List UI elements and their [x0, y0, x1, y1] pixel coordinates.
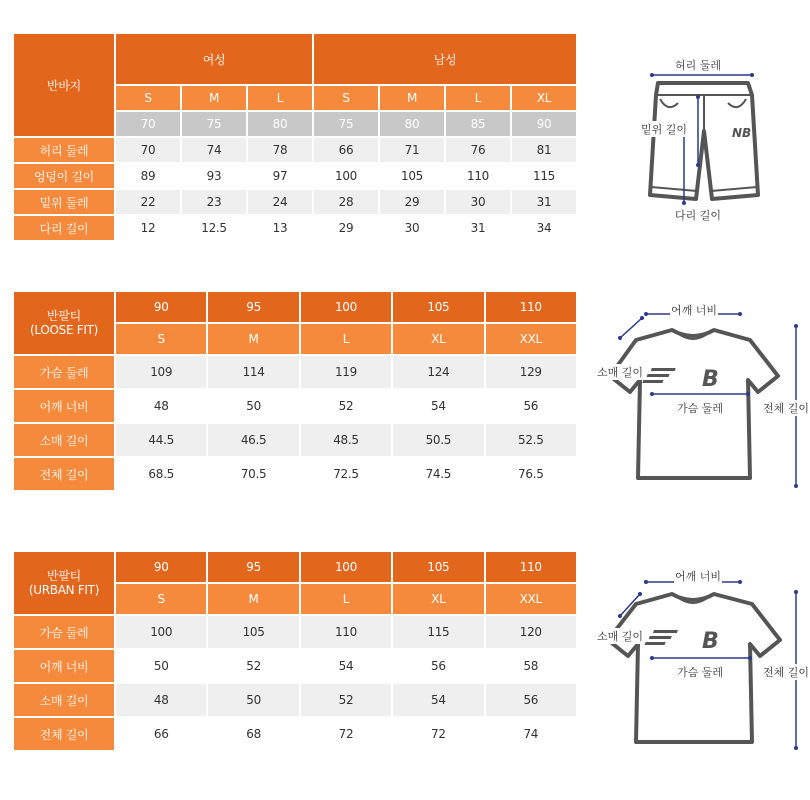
row-label: 전체 길이 [14, 458, 114, 490]
size-number: 80 [248, 112, 312, 136]
table-cell: 52 [301, 684, 391, 716]
table-cell: 105 [208, 616, 298, 648]
row-label: 엉덩이 길이 [14, 164, 114, 188]
size-cell: L [301, 584, 391, 614]
tshirt-illustration [590, 564, 800, 754]
shorts-size-table [12, 32, 578, 242]
leg-label: 다리 길이 [675, 209, 722, 222]
table-cell: 100 [314, 164, 378, 188]
size-cell: S [116, 324, 206, 354]
row-label: 가슴 둘레 [14, 356, 114, 388]
table-cell: 56 [393, 650, 483, 682]
svg-text:NB: NB [732, 126, 752, 140]
size-number: 105 [393, 292, 483, 322]
size-cell: XXL [486, 584, 576, 614]
size-cell: XXL [486, 324, 576, 354]
table-cell: 23 [182, 190, 246, 214]
table-cell: 97 [248, 164, 312, 188]
table-cell: 89 [116, 164, 180, 188]
table-cell: 68 [208, 718, 298, 750]
table-cell: 12.5 [182, 216, 246, 240]
row-label: 밑위 둘레 [14, 190, 114, 214]
table-cell: 66 [116, 718, 206, 750]
tshirt-illustration [590, 296, 800, 496]
shorts-illustration [620, 55, 790, 230]
row-label: 전체 길이 [14, 718, 114, 750]
urban-fit-size-table [12, 550, 578, 752]
table-row [14, 164, 576, 188]
table-cell: 24 [248, 190, 312, 214]
size-number: 75 [182, 112, 246, 136]
urban-tee-diagram [590, 564, 810, 754]
table-cell: 72 [301, 718, 391, 750]
table-cell: 30 [380, 216, 444, 240]
shoulder-label: 어깨 너비 [675, 570, 722, 583]
table-cell: 100 [116, 616, 206, 648]
table-cell: 58 [486, 650, 576, 682]
table-cell: 115 [512, 164, 576, 188]
table-row [14, 390, 576, 422]
table-row [14, 650, 576, 682]
table-cell: 74 [486, 718, 576, 750]
size-cell: S [116, 584, 206, 614]
size-cell: XL [393, 324, 483, 354]
table-cell: 52 [208, 650, 298, 682]
chest-label: 가슴 둘레 [677, 402, 724, 415]
size-cell: XL [512, 86, 576, 110]
size-number: 100 [301, 292, 391, 322]
size-number: 105 [393, 552, 483, 582]
table-row [14, 356, 576, 388]
size-number: 80 [380, 112, 444, 136]
chest-label: 가슴 둘레 [677, 666, 724, 679]
table-cell: 72.5 [301, 458, 391, 490]
table-cell: 105 [380, 164, 444, 188]
loose-title: 반팔티 (LOOSE FIT) [14, 292, 114, 354]
table-cell: 54 [301, 650, 391, 682]
table-cell: 13 [248, 216, 312, 240]
table-cell: 70.5 [208, 458, 298, 490]
men-label: 남성 [314, 34, 576, 84]
table-cell: 31 [446, 216, 510, 240]
table-cell: 29 [314, 216, 378, 240]
total-length-label: 전체 길이 [763, 402, 810, 415]
row-label: 소매 길이 [14, 424, 114, 456]
shorts-diagram [620, 55, 790, 230]
size-cell: S [314, 86, 378, 110]
table-cell: 50 [208, 684, 298, 716]
table-row [14, 424, 576, 456]
size-number: 90 [512, 112, 576, 136]
table-cell: 119 [301, 356, 391, 388]
loose-fit-size-table [12, 290, 578, 492]
table-row [14, 684, 576, 716]
table-cell: 28 [314, 190, 378, 214]
table-cell: 76.5 [486, 458, 576, 490]
table-cell: 52 [301, 390, 391, 422]
size-cell: L [248, 86, 312, 110]
table-cell: 110 [301, 616, 391, 648]
row-label: 어깨 너비 [14, 390, 114, 422]
table-cell: 74.5 [393, 458, 483, 490]
size-number: 90 [116, 292, 206, 322]
size-number: 110 [486, 552, 576, 582]
size-number: 75 [314, 112, 378, 136]
table-cell: 66 [314, 138, 378, 162]
table-cell: 54 [393, 684, 483, 716]
table-cell: 124 [393, 356, 483, 388]
size-cell: L [446, 86, 510, 110]
size-number: 100 [301, 552, 391, 582]
size-number: 85 [446, 112, 510, 136]
table-cell: 12 [116, 216, 180, 240]
total-length-label: 전체 길이 [763, 666, 810, 679]
table-cell: 114 [208, 356, 298, 388]
loose-tee-diagram [590, 296, 810, 496]
table-row [14, 190, 576, 214]
women-label: 여성 [116, 34, 312, 84]
table-cell: 115 [393, 616, 483, 648]
table-cell: 31 [512, 190, 576, 214]
size-number: 90 [116, 552, 206, 582]
row-label: 소매 길이 [14, 684, 114, 716]
table-cell: 56 [486, 684, 576, 716]
table-cell: 48.5 [301, 424, 391, 456]
table-cell: 78 [248, 138, 312, 162]
table-cell: 56 [486, 390, 576, 422]
table-cell: 74 [182, 138, 246, 162]
table-row [14, 616, 576, 648]
table-cell: 30 [446, 190, 510, 214]
table-cell: 46.5 [208, 424, 298, 456]
size-cell: M [208, 324, 298, 354]
table-cell: 120 [486, 616, 576, 648]
table-cell: 70 [116, 138, 180, 162]
row-label: 어깨 너비 [14, 650, 114, 682]
table-cell: 110 [446, 164, 510, 188]
size-cell: XL [393, 584, 483, 614]
table-cell: 129 [486, 356, 576, 388]
table-cell: 76 [446, 138, 510, 162]
table-cell: 54 [393, 390, 483, 422]
size-number: 95 [208, 552, 298, 582]
row-label: 허리 둘레 [14, 138, 114, 162]
table-cell: 48 [116, 390, 206, 422]
table-cell: 48 [116, 684, 206, 716]
svg-text:B: B [702, 367, 719, 392]
table-cell: 68.5 [116, 458, 206, 490]
rise-label: 밑위 길이 [641, 123, 688, 136]
table-row [14, 216, 576, 240]
row-label: 다리 길이 [14, 216, 114, 240]
shoulder-label: 어깨 너비 [671, 304, 718, 317]
size-number: 110 [486, 292, 576, 322]
sleeve-label: 소매 길이 [597, 366, 644, 379]
table-row [14, 718, 576, 750]
table-cell: 44.5 [116, 424, 206, 456]
table-cell: 72 [393, 718, 483, 750]
table-row [14, 458, 576, 490]
table-cell: 50.5 [393, 424, 483, 456]
table-cell: 93 [182, 164, 246, 188]
waist-label: 허리 둘레 [675, 59, 722, 72]
row-label: 가슴 둘레 [14, 616, 114, 648]
table-cell: 52.5 [486, 424, 576, 456]
size-cell: M [208, 584, 298, 614]
sleeve-label: 소매 길이 [597, 630, 644, 643]
size-cell: S [116, 86, 180, 110]
table-cell: 71 [380, 138, 444, 162]
table-cell: 50 [116, 650, 206, 682]
table-cell: 109 [116, 356, 206, 388]
size-number: 95 [208, 292, 298, 322]
table-cell: 81 [512, 138, 576, 162]
table-cell: 29 [380, 190, 444, 214]
size-number: 70 [116, 112, 180, 136]
size-cell: L [301, 324, 391, 354]
table-cell: 22 [116, 190, 180, 214]
size-cell: M [182, 86, 246, 110]
urban-title: 반팔티 (URBAN FIT) [14, 552, 114, 614]
table-cell: 34 [512, 216, 576, 240]
table-row [14, 138, 576, 162]
shorts-title: 반바지 [14, 34, 114, 136]
svg-text:B: B [702, 629, 719, 654]
size-cell: M [380, 86, 444, 110]
table-cell: 50 [208, 390, 298, 422]
